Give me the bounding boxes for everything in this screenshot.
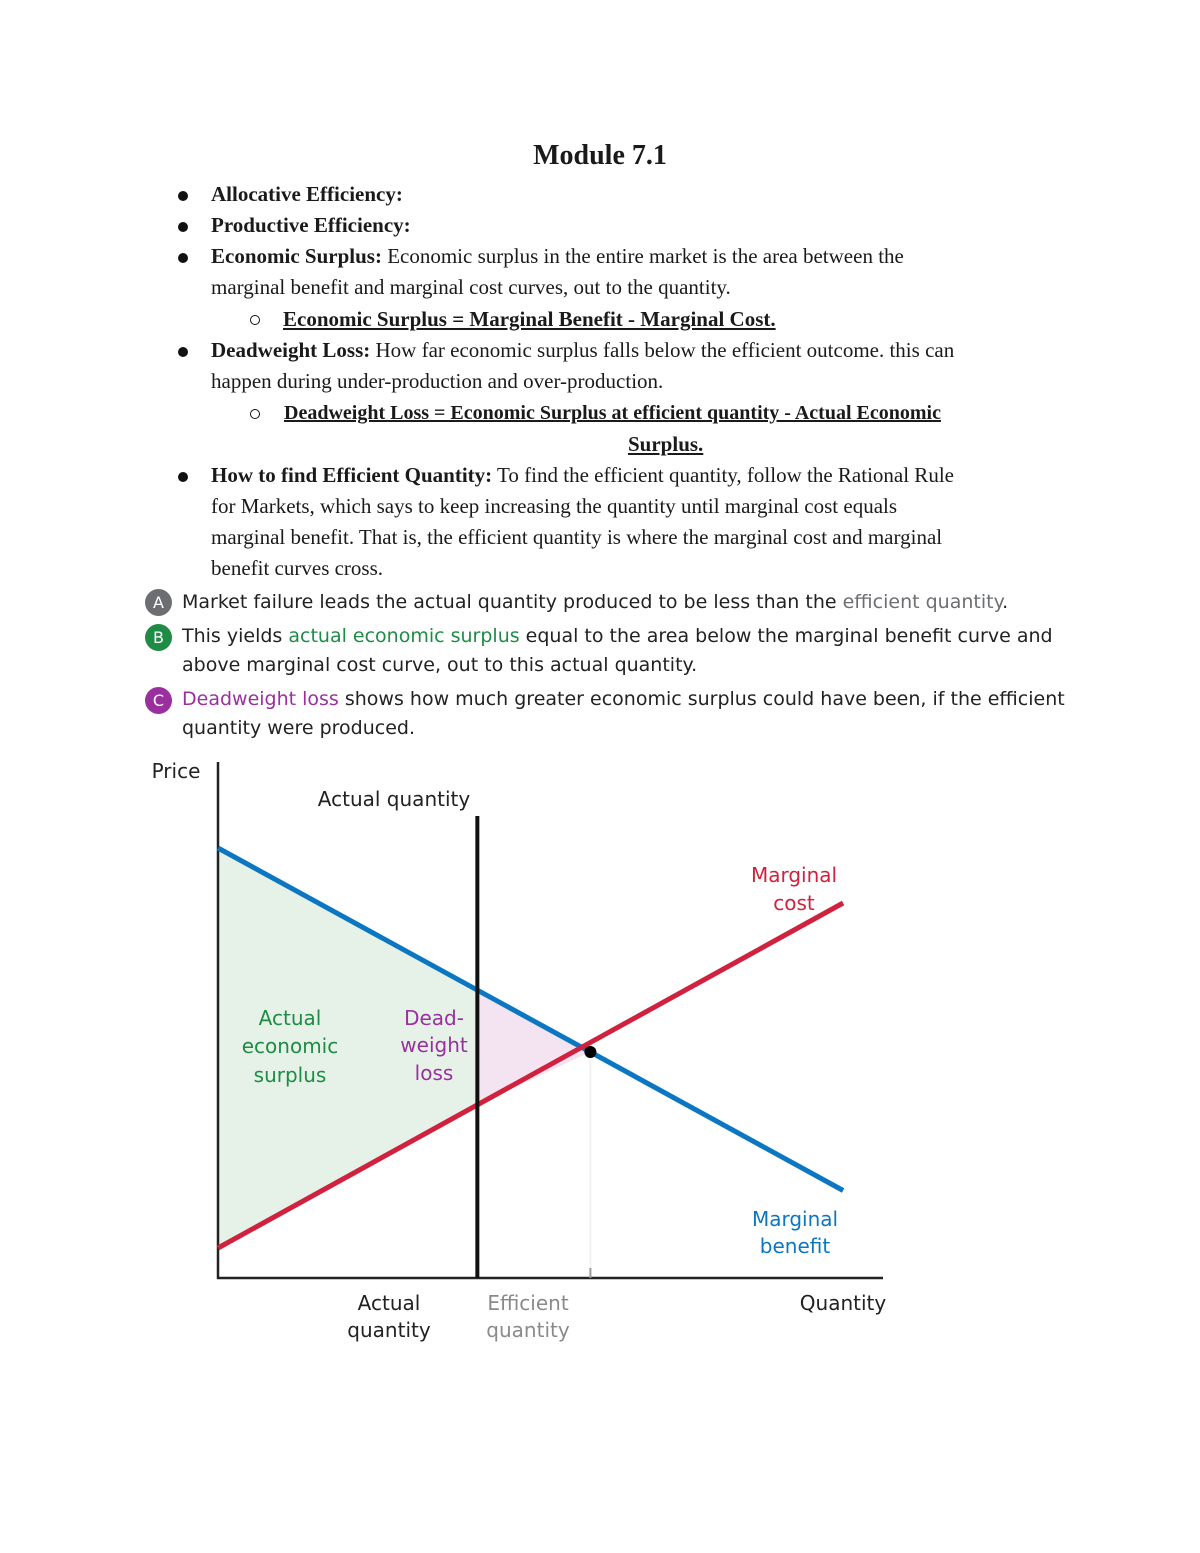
efficient-text-4: benefit curves cross. [211, 556, 384, 580]
dwl-label-2: weight [400, 1033, 468, 1057]
surplus-label-1: Actual [258, 1006, 322, 1030]
deadweight-formula-1: Deadweight Loss = Economic Surplus at efficient quantity - Actual Economic [284, 402, 941, 424]
surplus-text-2: marginal benefit and marginal cost curves, out to the quantity. [211, 275, 731, 299]
dwl-label-3: loss [414, 1061, 454, 1085]
dwl-label-1: Dead- [404, 1006, 464, 1030]
caption-c-text-1: shows how much greater economic surplus could have been, if the efficient [338, 688, 1065, 710]
y-axis-label: Price [151, 759, 201, 783]
caption-a-text-1: Market failure leads the actual quantity produced to be less than the [182, 591, 843, 613]
surplus-text-1: Economic surplus in the entire market is the area between the [387, 244, 904, 268]
mb-label-1: Marginal [751, 1207, 839, 1231]
tick-label-actual-1: Actual [357, 1291, 421, 1315]
tick-label-efficient-2: quantity [486, 1318, 570, 1342]
tick-label-efficient-1: Efficient [487, 1291, 569, 1315]
efficient-text-3: marginal benefit. That is, the efficient quantity is where the marginal cost and marginal [211, 525, 943, 549]
deadweight-text-2: happen during under-production and over-production. [211, 369, 664, 393]
badge-c-icon: C [145, 687, 172, 714]
caption-a-highlight: efficient quantity [842, 591, 1003, 613]
caption-b-highlight: actual economic surplus [288, 625, 520, 647]
badge-a-icon: A [145, 589, 172, 616]
term-deadweight: Deadweight Loss: [211, 338, 371, 362]
actual-quantity-label: Actual quantity [317, 787, 471, 811]
efficient-text-1: To find the efficient quantity, follow the Rational Rule [497, 463, 954, 487]
surplus-label-3: surplus [253, 1063, 327, 1087]
badge-b-icon: B [145, 624, 172, 651]
caption-b-line-2: above marginal cost curve, out to this actual quantity. [182, 654, 698, 676]
efficient-text-2: for Markets, which says to keep increasing the quantity until marginal cost equals [211, 494, 898, 518]
mc-label-1: Marginal [750, 863, 838, 887]
deadweight-formula-2: Surplus. [628, 432, 704, 456]
term-efficient: How to find Efficient Quantity: [211, 463, 493, 487]
term-productive: Productive Efficiency: [211, 213, 411, 237]
caption-b-text-2: equal to the area below the marginal benefit curve and [519, 625, 1053, 647]
term-allocative: Allocative Efficiency: [211, 182, 403, 206]
deadweight-text-1: How far economic surplus falls below the efficient outcome. this can [375, 338, 955, 362]
surplus-formula: Economic Surplus = Marginal Benefit - Marginal Cost. [283, 307, 776, 331]
caption-a-text-2: . [1002, 591, 1009, 613]
mb-label-2: benefit [759, 1234, 831, 1258]
tick-label-actual-2: quantity [347, 1318, 431, 1342]
page-title: Module 7.1 [533, 140, 667, 171]
mc-label-2: cost [773, 891, 815, 915]
surplus-label-2: economic [241, 1034, 339, 1058]
deadweight-loss-area [477, 990, 590, 1105]
equilibrium-point [584, 1046, 596, 1058]
caption-c-line-2: quantity were produced. [182, 717, 416, 739]
x-axis-label: Quantity [799, 1291, 887, 1315]
term-surplus: Economic Surplus: [211, 244, 382, 268]
caption-c-highlight: Deadweight loss [182, 688, 339, 710]
caption-b-text-1: This yields [182, 625, 289, 647]
